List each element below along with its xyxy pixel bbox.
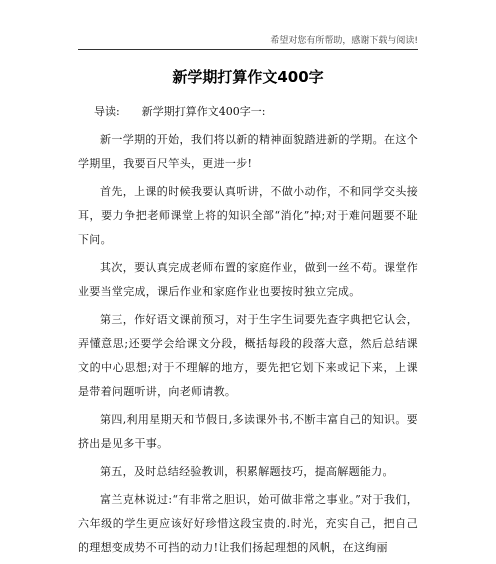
document-title: 新学期打算作文400字 (172, 68, 324, 86)
paragraph: 新一学期的开始，我们将以新的精神面貌踏进新的学期。在这个学期里，我要百尺竿头，更进一步! (78, 133, 418, 170)
intro-label: 导读: (94, 105, 120, 118)
intro-line (78, 100, 418, 124)
paragraph: 首先，上课的时候我要认真听讲，不做小动作，不和同学交头接耳，要力争把老师课堂上将的知识全部“消化”掉;对于难问题要不耻下问。 (78, 185, 418, 246)
paragraph: 第五，及时总结经验教训，积累解题技巧，提高解题能力。 (100, 465, 394, 478)
paragraph: 富兰克林说过:“有非常之胆识，始可做非常之事业。”对于我们，六年级的学生更应该好好珍惜这段宝贵的.时光，充实自己，把自己的理想变成势不可挡的动力!让我们扬起理想的风帆，在这绚丽 (78, 493, 418, 554)
intro-text: 新学期打算作文400字一: (141, 105, 266, 118)
paragraph: 其次，要认真完成老师布置的家庭作业，做到一丝不苟。课堂作业要当堂完成，课后作业和家庭作业也要按时独立完成。 (78, 261, 418, 298)
paragraph: 第四,利用星期天和节假日,多读课外书,不断丰富自己的知识。要挤出是见多干事。 (78, 413, 418, 450)
header-divider (78, 49, 418, 50)
paragraph: 第三，作好语文课前预习，对于生字生词要先查字典把它认会，弄懂意思;还要学会给课文分段，概括每段的段落大意，然后总结课文的中心思想;对于不理解的地方，要先把它划下来或记下来，上课是带着问题听讲，向老师请教。 (78, 313, 418, 398)
header-note: 希望对您有所帮助，感谢下载与阅读! (270, 36, 418, 46)
document-body (78, 100, 418, 564)
